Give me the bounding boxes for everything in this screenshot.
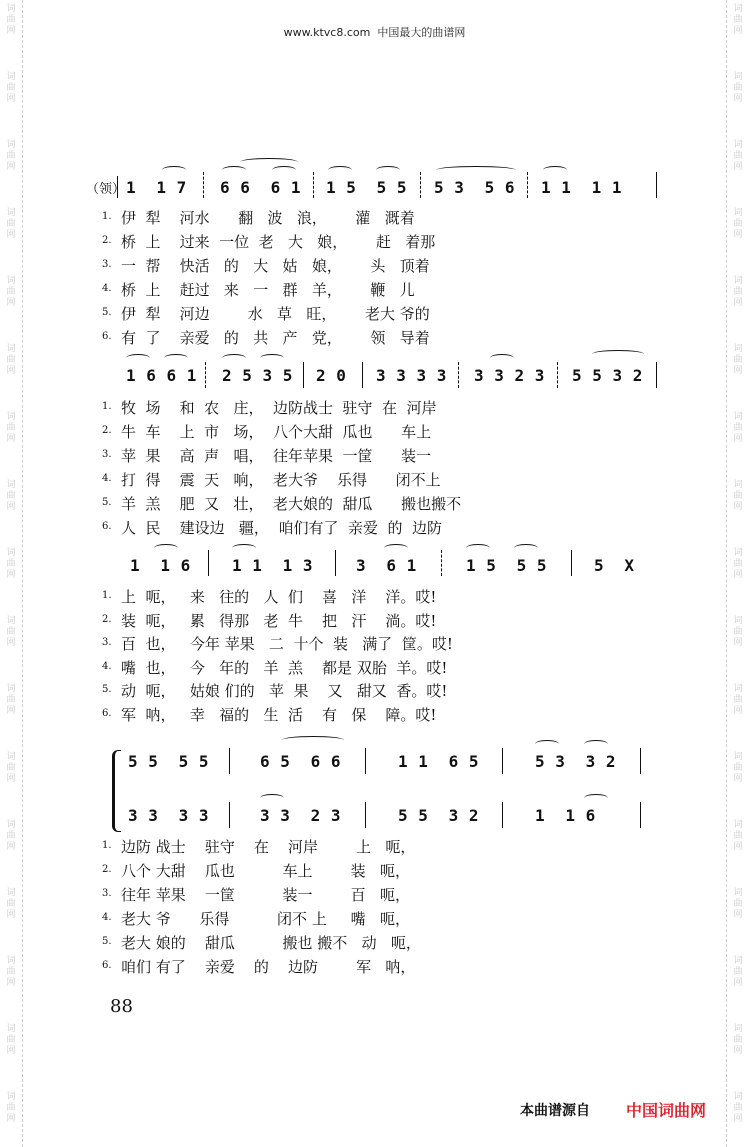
barline	[117, 176, 118, 198]
watermark-glyph: 词	[6, 276, 16, 286]
verse-number: 4.	[102, 473, 112, 484]
watermark-glyph: 网	[733, 706, 743, 716]
watermark-glyph: 词	[733, 616, 743, 626]
verse-number: 6.	[102, 521, 112, 532]
watermark-glyph: 曲	[733, 695, 743, 705]
measure-notes: 2 0	[316, 366, 347, 385]
watermark-glyph: 词	[6, 480, 16, 490]
watermark-mark	[728, 548, 748, 581]
barline	[205, 362, 206, 388]
watermark-glyph: 曲	[733, 627, 743, 637]
slur	[240, 158, 298, 166]
verse-number: 2.	[102, 864, 112, 875]
watermark-mark	[728, 412, 748, 445]
lyric-line: 装 呃， 累 得那 老 牛 把 汗 淌。哎!	[121, 611, 437, 630]
watermark-glyph: 网	[733, 502, 743, 512]
verse-number: 6.	[102, 331, 112, 342]
watermark-mark	[728, 616, 748, 649]
watermark-mark	[728, 72, 748, 105]
watermark-glyph: 词	[733, 480, 743, 490]
watermark-glyph: 曲	[733, 151, 743, 161]
watermark-mark	[1, 752, 21, 785]
watermark-glyph: 词	[733, 956, 743, 966]
watermark-glyph: 词	[733, 684, 743, 694]
slur	[222, 354, 246, 362]
verse-number: 5.	[102, 936, 112, 947]
lyric-line: 往年 苹果 一筐 装一 百 呃，	[121, 886, 410, 904]
site-header: www.ktvc8.com 中国最大的曲谱网	[283, 26, 466, 39]
barline	[229, 748, 230, 774]
watermark-glyph: 网	[733, 230, 743, 240]
watermark-glyph: 曲	[733, 83, 743, 93]
slur	[584, 740, 608, 748]
watermark-glyph: 曲	[733, 1035, 743, 1045]
watermark-mark	[1, 72, 21, 105]
measure-notes: 3 3 2 3	[474, 366, 545, 385]
watermark-glyph: 词	[6, 616, 16, 626]
slur	[466, 544, 490, 552]
watermark-mark	[1, 276, 21, 309]
watermark-mark	[728, 752, 748, 785]
slur	[328, 166, 352, 174]
watermark-glyph: 曲	[6, 899, 16, 909]
watermark-glyph: 网	[733, 94, 743, 104]
verse-number: 3.	[102, 888, 112, 899]
lyric-line: 百 也， 今年 苹果 二 十个 装 满了 筐。哎!	[121, 635, 453, 653]
source-brand-link[interactable]: 中国词曲网	[626, 1101, 707, 1120]
watermark-glyph: 网	[6, 94, 16, 104]
barline	[502, 802, 503, 828]
watermark-mark	[728, 344, 748, 377]
lyric-line: 咱们 有了 亲爱 的 边防 军 呐，	[121, 958, 416, 976]
watermark-glyph: 词	[733, 1024, 743, 1034]
watermark-glyph: 网	[6, 706, 16, 716]
watermark-glyph: 曲	[733, 967, 743, 977]
barline	[656, 362, 657, 388]
watermark-glyph: 网	[733, 1046, 743, 1056]
slur	[154, 544, 178, 552]
verse-number: 5.	[102, 307, 112, 318]
lyric-line: 有 了 亲爱 的 共 产 党， 领 导着	[121, 329, 430, 347]
watermark-glyph: 曲	[6, 831, 16, 841]
barline	[656, 172, 657, 198]
verse-number: 6.	[102, 960, 112, 971]
source-label: 本曲谱源自	[520, 1103, 590, 1119]
watermark-glyph: 曲	[6, 355, 16, 365]
slur	[282, 736, 344, 744]
slur	[232, 544, 256, 552]
watermark-glyph: 词	[6, 4, 16, 14]
watermark-glyph: 曲	[6, 695, 16, 705]
watermark-glyph: 曲	[733, 219, 743, 229]
lyric-line: 嘴 也， 今 年的 羊 羔 都是 双胎 羊。哎!	[121, 658, 448, 677]
watermark-glyph: 词	[6, 1024, 16, 1034]
measure-notes: 1 1 7	[126, 178, 187, 197]
barline	[303, 362, 304, 388]
measure-notes: 1 5 5 5	[466, 556, 548, 575]
verse-number: 3.	[102, 449, 112, 460]
watermark-glyph: 曲	[733, 491, 743, 501]
slur	[272, 166, 296, 174]
verse-number: 4.	[102, 912, 112, 923]
watermark-mark	[728, 1024, 748, 1057]
watermark-mark	[1, 1024, 21, 1057]
watermark-glyph: 词	[6, 684, 16, 694]
watermark-mark	[1, 480, 21, 513]
watermark-mark	[728, 276, 748, 309]
verse-number: 2.	[102, 235, 112, 246]
verse-number: 2.	[102, 613, 112, 625]
watermark-glyph: 网	[733, 1114, 743, 1124]
barline	[362, 362, 363, 388]
measure-notes-bottom: 3 3 3 3	[128, 806, 210, 825]
measure-notes: 2 5 3 5	[222, 366, 293, 385]
watermark-glyph: 曲	[6, 559, 16, 569]
lyric-line: 老大 娘的 甜瓜 搬也 搬不 动 呃，	[121, 934, 421, 952]
watermark-glyph: 曲	[6, 1035, 16, 1045]
watermark-glyph: 曲	[6, 151, 16, 161]
verse-number: 1.	[102, 401, 112, 412]
lyric-line: 打 得 震 天 响， 老大爷 乐得 闭不上	[121, 471, 441, 489]
watermark-glyph: 曲	[733, 355, 743, 365]
watermark-glyph: 词	[733, 4, 743, 14]
measure-notes-bottom: 3 3 2 3	[260, 806, 342, 825]
watermark-glyph: 曲	[733, 423, 743, 433]
verse-number: 4.	[102, 283, 112, 294]
barline	[527, 172, 528, 198]
watermark-glyph: 曲	[6, 423, 16, 433]
watermark-glyph: 网	[6, 298, 16, 308]
verse-number: 5.	[102, 684, 112, 695]
watermark-glyph: 网	[6, 502, 16, 512]
watermark-glyph: 网	[733, 978, 743, 988]
barline	[208, 550, 209, 576]
watermark-glyph: 词	[733, 752, 743, 762]
watermark-mark	[728, 480, 748, 513]
barline	[571, 550, 572, 576]
measure-notes: 1 1 1 3	[232, 556, 314, 575]
watermark-glyph: 网	[733, 910, 743, 920]
watermark-glyph: 曲	[6, 763, 16, 773]
lyric-line: 军 呐， 幸 福的 生 活 有 保 障。哎!	[121, 705, 437, 724]
watermark-glyph: 词	[6, 412, 16, 422]
slur	[164, 354, 188, 362]
measure-notes-top: 5 3 3 2	[535, 752, 617, 771]
measure-notes-top: 5 5 5 5	[128, 752, 210, 771]
watermark-glyph: 网	[733, 366, 743, 376]
verse-number: 4.	[102, 660, 112, 672]
verse-number: 1.	[102, 590, 112, 601]
barline	[441, 550, 442, 576]
watermark-glyph: 曲	[6, 1103, 16, 1113]
watermark-glyph: 词	[733, 344, 743, 354]
slur	[260, 794, 284, 802]
watermark-glyph: 曲	[733, 287, 743, 297]
watermark-mark	[1, 208, 21, 241]
verse-number: 3.	[102, 259, 112, 270]
lyric-line: 上 呃， 来 往的 人 们 喜 洋 洋。哎!	[121, 588, 437, 606]
watermark-mark	[1, 1092, 21, 1125]
watermark-glyph: 网	[6, 638, 16, 648]
watermark-glyph: 词	[733, 72, 743, 82]
watermark-mark	[728, 684, 748, 717]
watermark-mark	[728, 208, 748, 241]
watermark-glyph: 网	[733, 298, 743, 308]
slur	[535, 740, 559, 748]
slur	[436, 166, 516, 174]
watermark-mark	[1, 548, 21, 581]
watermark-mark	[728, 888, 748, 921]
lyric-line: 一 帮 快活 的 大 姑 娘， 头 顶着	[121, 257, 430, 275]
watermark-glyph: 词	[733, 276, 743, 286]
watermark-glyph: 网	[733, 774, 743, 784]
watermark-mark	[1, 684, 21, 717]
watermark-glyph: 网	[6, 1046, 16, 1056]
measure-notes: 5 X	[594, 556, 635, 575]
watermark-mark	[728, 820, 748, 853]
watermark-mark	[728, 1092, 748, 1125]
lyric-line: 动 呃， 姑娘 们的 苹 果 又 甜又 香。哎!	[121, 682, 448, 700]
watermark-glyph: 网	[6, 366, 16, 376]
slur	[162, 166, 186, 174]
watermark-mark	[1, 616, 21, 649]
watermark-mark	[1, 888, 21, 921]
watermark-glyph: 词	[733, 548, 743, 558]
measure-notes: 1 1 1 1	[541, 178, 623, 197]
barline	[502, 748, 503, 774]
lyric-line: 八个 大甜 瓜也 车上 装 呃，	[121, 862, 410, 880]
barline	[229, 802, 230, 828]
watermark-glyph: 曲	[6, 83, 16, 93]
watermark-glyph: 曲	[733, 899, 743, 909]
barline	[365, 748, 366, 774]
barline	[420, 172, 421, 198]
watermark-glyph: 词	[733, 208, 743, 218]
watermark-glyph: 网	[6, 1114, 16, 1124]
lyric-line: 羊 羔 肥 又 壮， 老大娘的 甜瓜 搬也搬不	[121, 495, 462, 513]
watermark-glyph: 曲	[6, 491, 16, 501]
watermark-glyph: 曲	[733, 763, 743, 773]
lyric-line: 牧 场 和 农 庄， 边防战士 驻守 在 河岸	[121, 399, 437, 417]
watermark-glyph: 曲	[6, 219, 16, 229]
barline	[640, 802, 641, 828]
lyric-line: 伊 犁 河水 翻 波 浪， 灌 溉着	[121, 209, 415, 227]
watermark-glyph: 词	[733, 412, 743, 422]
lyric-line: 伊 犁 河边 水 草 旺， 老大 爷的	[121, 305, 430, 323]
watermark-mark	[728, 956, 748, 989]
watermark-glyph: 网	[6, 230, 16, 240]
watermark-glyph: 曲	[6, 627, 16, 637]
measure-notes-top: 6 5 6 6	[260, 752, 342, 771]
watermark-glyph: 曲	[733, 831, 743, 841]
watermark-glyph: 词	[733, 888, 743, 898]
lyric-line: 苹 果 高 声 唱， 往年苹果 一筐 装一	[121, 447, 432, 465]
watermark-glyph: 网	[733, 842, 743, 852]
watermark-glyph: 网	[6, 26, 16, 36]
watermark-mark	[728, 140, 748, 173]
lyric-line: 老大 爷 乐得 闭不 上 嘴 呃，	[121, 910, 410, 928]
watermark-glyph: 网	[6, 978, 16, 988]
watermark-glyph: 曲	[733, 559, 743, 569]
slur	[384, 544, 408, 552]
slur	[126, 354, 150, 362]
slur	[592, 350, 644, 358]
lyric-line: 牛 车 上 市 场， 八个大甜 瓜也 车上	[121, 423, 432, 441]
barline	[557, 362, 558, 388]
watermark-glyph: 网	[6, 774, 16, 784]
watermark-glyph: 网	[6, 910, 16, 920]
verse-number: 1.	[102, 840, 112, 851]
watermark-glyph: 网	[6, 842, 16, 852]
watermark-glyph: 词	[733, 140, 743, 150]
watermark-mark	[1, 140, 21, 173]
slur	[514, 544, 538, 552]
slur	[376, 166, 400, 174]
watermark-glyph: 词	[6, 888, 16, 898]
watermark-glyph: 网	[6, 162, 16, 172]
watermark-glyph: 网	[733, 162, 743, 172]
verse-number: 1.	[102, 211, 112, 222]
watermark-glyph: 词	[6, 820, 16, 830]
barline	[365, 802, 366, 828]
measure-notes: 5 5 3 2	[572, 366, 643, 385]
watermark-glyph: 词	[6, 1092, 16, 1102]
barline	[335, 550, 336, 576]
measure-notes-top: 1 1 6 5	[398, 752, 480, 771]
verse-number: 2.	[102, 425, 112, 436]
page-number: 88	[110, 996, 133, 1017]
watermark-glyph: 词	[6, 752, 16, 762]
measure-notes: 1 5 5 5	[326, 178, 408, 197]
measure-notes: 1 1 6	[130, 556, 191, 575]
measure-notes: 6 6 6 1	[220, 178, 302, 197]
watermark-glyph: 网	[6, 434, 16, 444]
barline	[640, 748, 641, 774]
barline	[203, 172, 204, 198]
watermark-glyph: 曲	[6, 967, 16, 977]
watermark-glyph: 曲	[733, 1103, 743, 1113]
measure-notes: 3 6 1	[356, 556, 417, 575]
lead-marker: （领）	[86, 182, 126, 197]
lyric-line: 桥 上 过来 一位 老 大 娘， 赶 着那	[121, 233, 436, 251]
measure-notes-bottom: 5 5 3 2	[398, 806, 480, 825]
lyric-line: 人 民 建设边 疆， 咱们有了 亲爱 的 边防	[121, 519, 443, 537]
watermark-glyph: 词	[733, 820, 743, 830]
watermark-glyph: 曲	[6, 287, 16, 297]
slur	[584, 794, 608, 802]
watermark-glyph: 网	[733, 434, 743, 444]
watermark-glyph: 词	[6, 956, 16, 966]
verse-number: 6.	[102, 707, 112, 719]
slur	[222, 166, 246, 174]
slur	[490, 354, 514, 362]
system-bracket	[112, 750, 121, 832]
watermark-glyph: 网	[733, 26, 743, 36]
watermark-glyph: 网	[6, 570, 16, 580]
watermark-glyph: 词	[6, 548, 16, 558]
slur	[543, 166, 567, 174]
watermark-glyph: 网	[733, 638, 743, 648]
measure-notes: 1 6 6 1	[126, 366, 197, 385]
lyric-line: 边防 战士 驻守 在 河岸 上 呃，	[121, 838, 416, 856]
verse-number: 5.	[102, 497, 112, 508]
verse-number: 3.	[102, 637, 112, 648]
watermark-mark	[1, 820, 21, 853]
watermark-glyph: 词	[6, 208, 16, 218]
watermark-glyph: 曲	[733, 15, 743, 25]
barline	[458, 362, 459, 388]
watermark-glyph: 词	[6, 140, 16, 150]
lyric-line: 桥 上 赶过 来 一 群 羊， 鞭 儿	[121, 281, 415, 299]
watermark-glyph: 网	[733, 570, 743, 580]
watermark-glyph: 词	[6, 344, 16, 354]
watermark-mark	[1, 412, 21, 445]
measure-notes: 5 3 5 6	[434, 178, 516, 197]
watermark-mark	[1, 956, 21, 989]
watermark-glyph: 词	[6, 72, 16, 82]
measure-notes: 3 3 3 3	[376, 366, 447, 385]
watermark-mark	[1, 344, 21, 377]
barline	[313, 172, 314, 198]
watermark-glyph: 曲	[6, 15, 16, 25]
measure-notes-bottom: 1 1 6	[535, 806, 596, 825]
slur	[260, 354, 284, 362]
watermark-glyph: 词	[733, 1092, 743, 1102]
